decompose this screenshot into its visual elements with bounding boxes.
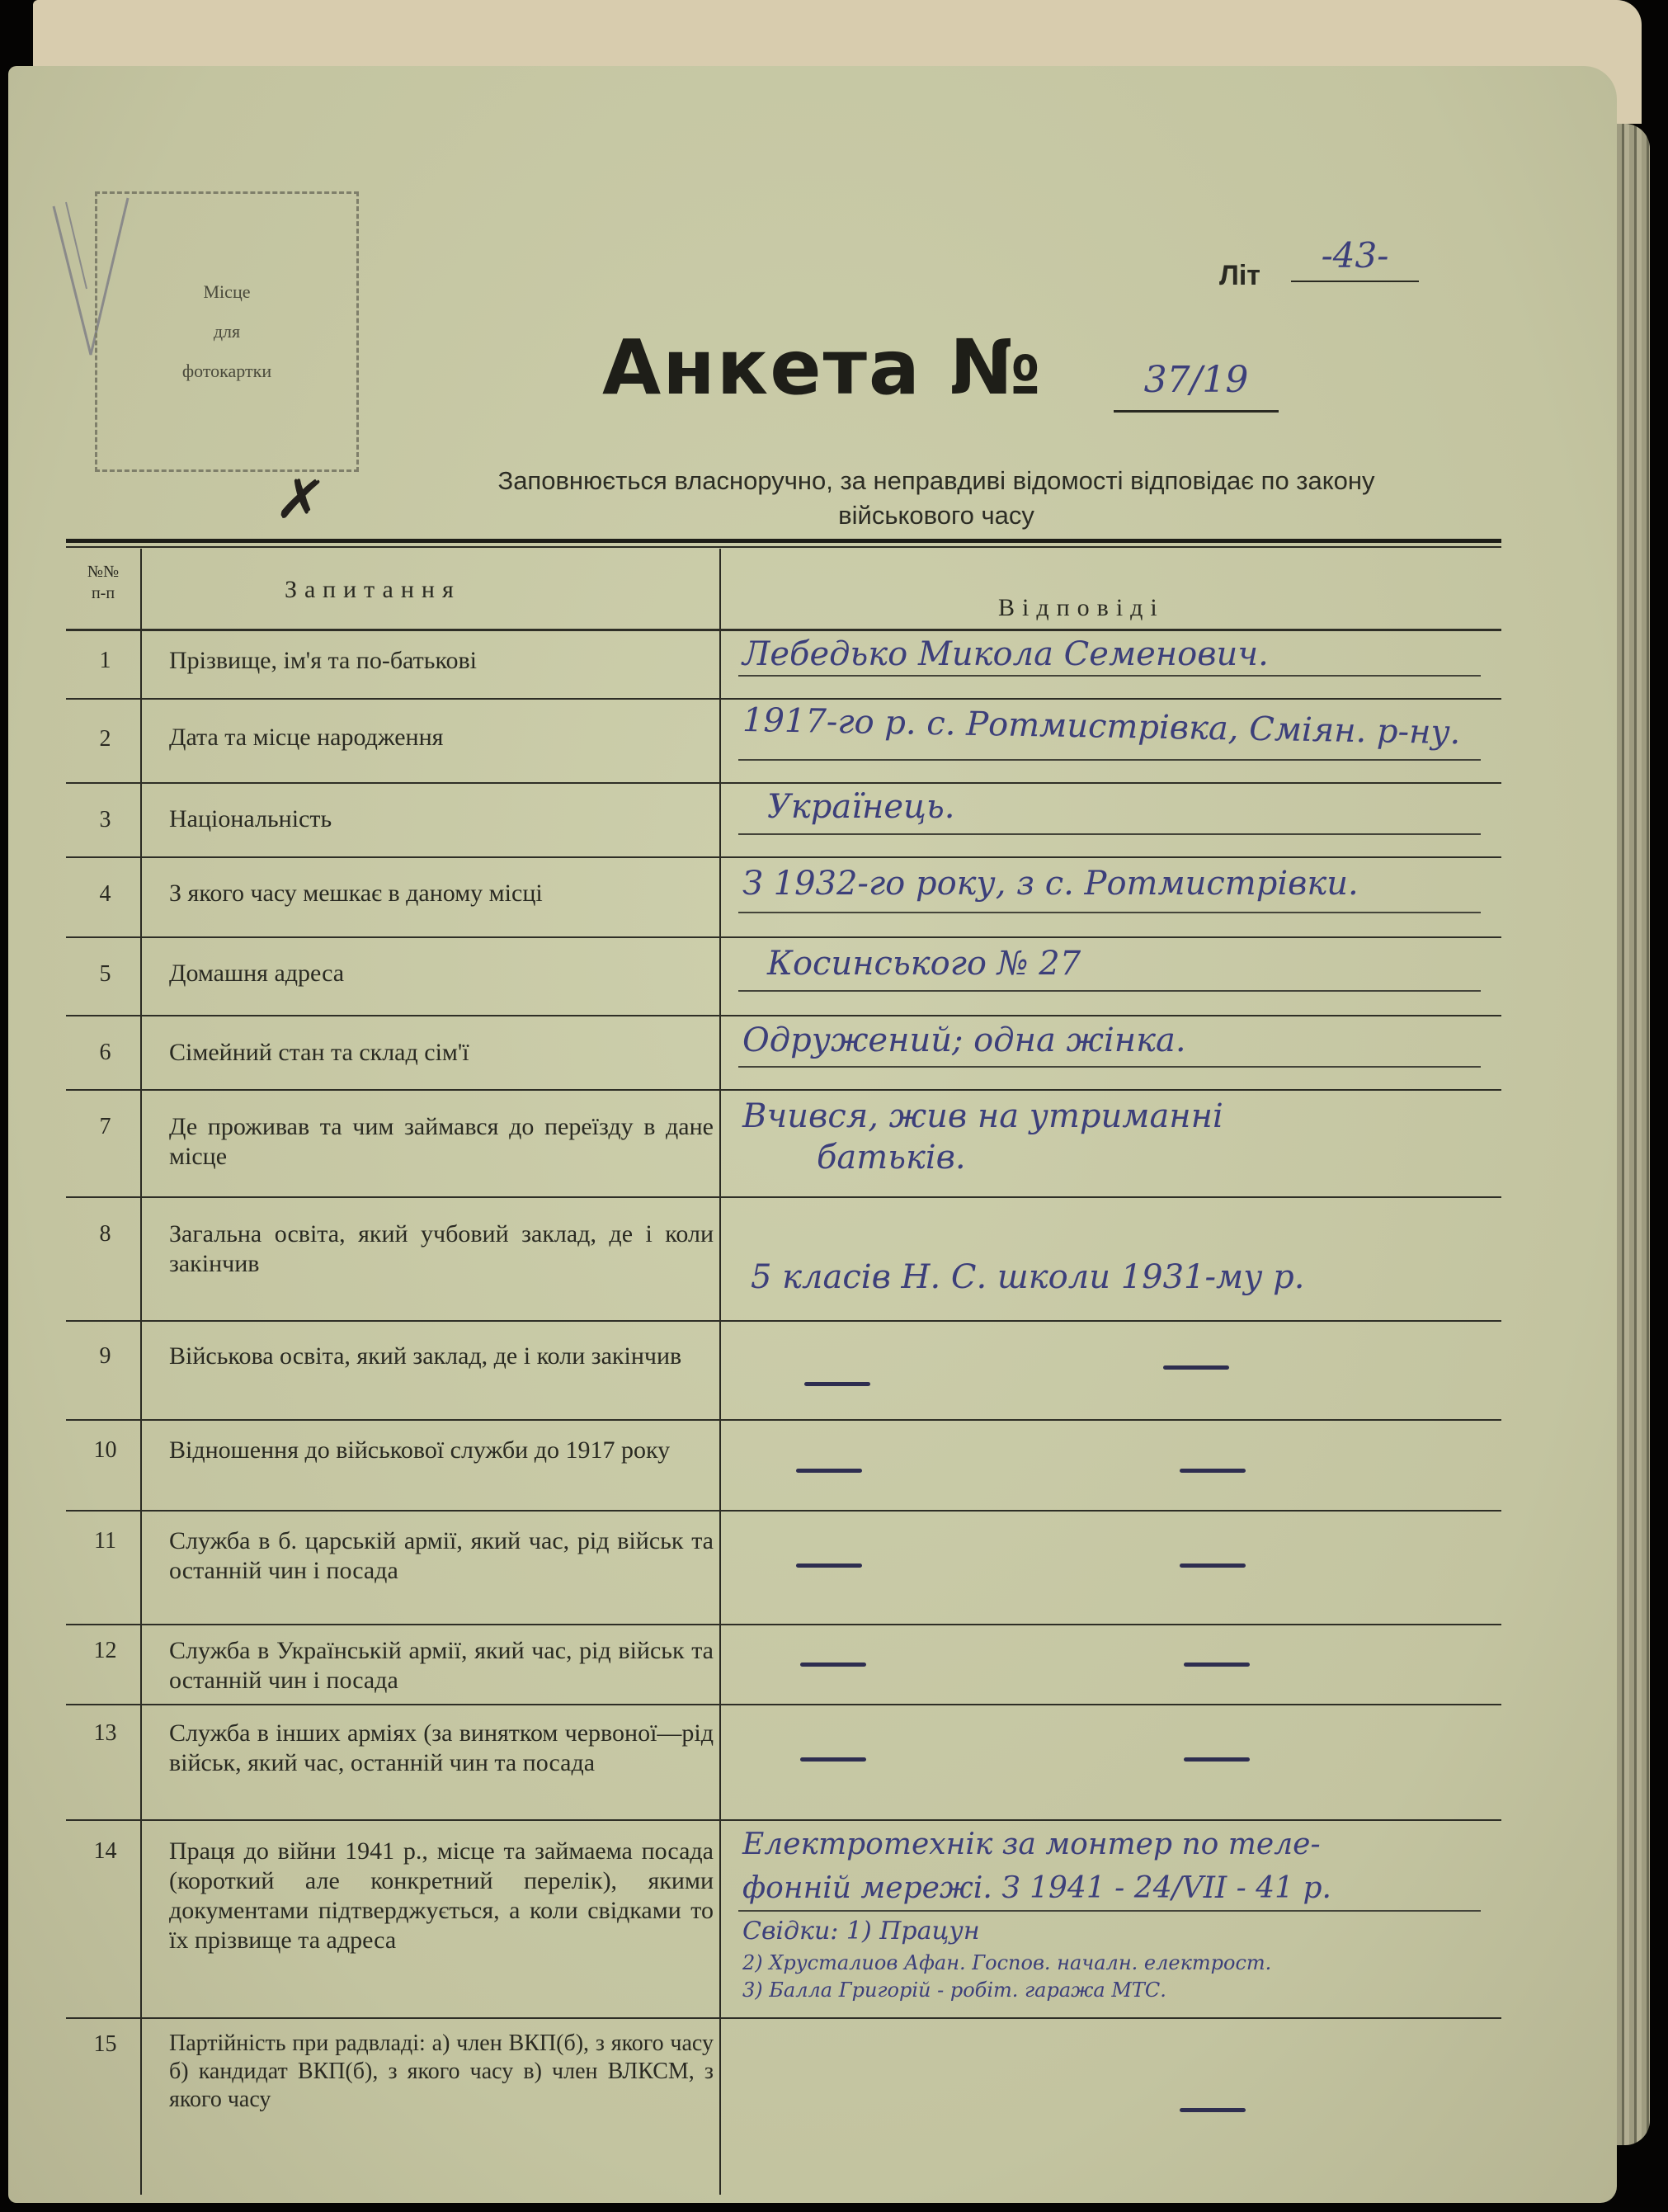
row-6-num: 6 xyxy=(99,1040,111,1065)
row-2-rule xyxy=(66,782,1501,784)
row-6-rule xyxy=(66,1089,1501,1091)
subtitle-line-2: військового часу xyxy=(838,501,1034,530)
row-5-answer-line xyxy=(738,990,1481,992)
row-3-num: 3 xyxy=(99,807,111,832)
row-14-answer-rule xyxy=(738,1910,1481,1912)
row-8-rule xyxy=(66,1320,1501,1322)
row-1-answer: Лебедько Микола Семенович. xyxy=(742,635,1269,673)
column-divider-question xyxy=(719,549,721,2195)
row-13-dash-1 xyxy=(800,1757,866,1762)
row-10-dash-2 xyxy=(1180,1469,1246,1473)
row-8-question: Загальна освіта, який учбовий заклад, де і коли закінчив xyxy=(169,1220,714,1277)
header-num-line-2: п-п xyxy=(91,584,115,602)
row-2-answer: 1917-го р. с. Ротмистрівка, Сміян. р-ну. xyxy=(742,700,1461,752)
header-bottom-rule xyxy=(66,629,1501,631)
table-top-rule-inner xyxy=(66,546,1501,548)
header-num xyxy=(66,561,140,604)
row-13-rule xyxy=(66,1819,1501,1821)
row-14-answer-line-5: 3) Балла Григорій - робіт. гаража МТС. xyxy=(742,1979,1166,2002)
photo-label-line-1: Місце xyxy=(203,281,251,302)
subtitle-line-1: Заповнюється власноручно, за неправдиві відомості відповідає по закону xyxy=(497,466,1375,495)
row-2-num: 2 xyxy=(99,726,111,752)
row-2-answer-line xyxy=(738,759,1481,761)
row-4-answer: З 1932-го року, з с. Ротмистрівки. xyxy=(742,865,1359,903)
row-1-answer-line xyxy=(738,675,1481,677)
row-8-answer: 5 класів Н. С. школи 1931-му р. xyxy=(751,1258,1305,1296)
row-10-num: 10 xyxy=(93,1437,117,1463)
page-number-label: Літ xyxy=(1219,260,1260,291)
row-10-dash-1 xyxy=(796,1469,862,1473)
form-subtitle xyxy=(388,464,1485,533)
row-10-rule xyxy=(66,1510,1501,1512)
row-14-answer-line-3: Свідки: 1) Працун xyxy=(742,1917,980,1946)
row-9-num: 9 xyxy=(99,1343,111,1369)
row-4-answer-line xyxy=(738,912,1481,913)
row-15-num: 15 xyxy=(93,2031,117,2057)
row-5-rule xyxy=(66,1015,1501,1016)
photo-placeholder xyxy=(95,191,359,472)
row-5-num: 5 xyxy=(99,961,111,987)
row-3-rule xyxy=(66,856,1501,858)
row-9-dash-1 xyxy=(804,1382,870,1386)
row-14-answer-line-1: Електротехнік за монтер по теле- xyxy=(742,1828,1321,1861)
header-answer: Відповіді xyxy=(998,594,1165,621)
row-12-dash-2 xyxy=(1184,1663,1250,1667)
row-4-question: З якого часу мешкає в даному місці xyxy=(169,880,543,907)
row-1-rule xyxy=(66,698,1501,700)
row-14-answer-line-2: фонній мережі. З 1941 - 24/VII - 41 р. xyxy=(742,1871,1331,1905)
table-top-rule xyxy=(66,539,1501,543)
form-title: Анкета № xyxy=(602,323,1043,412)
row-2-question: Дата та місце народження xyxy=(169,724,444,751)
row-7-question: Де проживав та чим займався до переїзду в дане місце xyxy=(169,1113,714,1170)
row-7-rule xyxy=(66,1196,1501,1198)
row-11-num: 11 xyxy=(94,1528,116,1554)
form-number: 37/19 xyxy=(1114,359,1279,413)
row-1-question: Прізвище, ім'я та по-батькові xyxy=(169,647,477,674)
header-num-line-1: №№ xyxy=(87,563,120,581)
photo-label-line-3: фотокартки xyxy=(181,361,272,381)
row-4-num: 4 xyxy=(99,881,111,907)
row-1-num: 1 xyxy=(99,648,111,673)
row-5-question: Домашня адреса xyxy=(169,960,345,987)
row-12-dash-1 xyxy=(800,1663,866,1667)
row-5-answer: Косинського № 27 xyxy=(767,945,1081,983)
row-12-question: Служба в Українській армії, який час, рід військ та останній чин і посада xyxy=(169,1637,714,1694)
row-13-question: Служба в інших арміях (за винятком червоної—рід військ, який час, останній чин та посада xyxy=(169,1719,714,1776)
row-7-answer-line-2: батьків. xyxy=(817,1139,966,1177)
row-15-question: Партійність при радвладі: а) член ВКП(б), з якого часу б) кандидат ВКП(б), з якого часу в) член ВЛКСМ, з якого часу xyxy=(169,2030,714,2112)
row-4-rule xyxy=(66,936,1501,938)
page-number-value: -43- xyxy=(1291,235,1419,282)
row-9-dash-2 xyxy=(1163,1365,1229,1370)
row-6-question: Сімейний стан та склад сім'ї xyxy=(169,1039,469,1066)
row-10-question: Відношення до військової служби до 1917 року xyxy=(169,1436,671,1464)
row-14-question: Праця до війни 1941 р., місце та займаема посада (короткий але конкретний перелік), якими документами підтверджується, а коли свідками то їх прізвище та адреса xyxy=(169,1837,714,1954)
row-3-answer-line xyxy=(738,833,1481,835)
row-11-rule xyxy=(66,1624,1501,1625)
row-14-rule xyxy=(66,2017,1501,2019)
row-3-question: Національність xyxy=(169,805,332,832)
photo-cross-mark: ✗ xyxy=(271,463,330,537)
row-9-question: Військова освіта, який заклад, де і коли закінчив xyxy=(169,1342,682,1370)
row-6-answer-line xyxy=(738,1066,1481,1068)
row-12-rule xyxy=(66,1704,1501,1705)
row-7-num: 7 xyxy=(99,1114,111,1139)
row-11-dash-1 xyxy=(796,1563,862,1568)
row-11-dash-2 xyxy=(1180,1563,1246,1568)
form-page xyxy=(8,66,1617,2203)
row-3-answer: Українець. xyxy=(767,788,955,826)
row-15-dash xyxy=(1180,2108,1246,2112)
column-divider-num xyxy=(140,549,142,2195)
row-9-rule xyxy=(66,1419,1501,1421)
header-question: Запитання xyxy=(285,576,461,603)
photo-label-line-2: для xyxy=(213,321,241,342)
row-8-num: 8 xyxy=(99,1221,111,1247)
row-14-num: 14 xyxy=(93,1838,117,1864)
row-11-question: Служба в б. царській армії, який час, рід військ та останній чин і посада xyxy=(169,1527,714,1584)
row-14-answer-line-4: 2) Хрусталиов Афан. Госпов. началн. електрост. xyxy=(742,1951,1272,1974)
row-7-answer-line-1: Вчився, жив на утриманні xyxy=(742,1097,1223,1135)
row-13-dash-2 xyxy=(1184,1757,1250,1762)
row-13-num: 13 xyxy=(93,1720,117,1746)
row-12-num: 12 xyxy=(93,1638,117,1663)
row-6-answer: Одружений; одна жінка. xyxy=(742,1021,1186,1059)
